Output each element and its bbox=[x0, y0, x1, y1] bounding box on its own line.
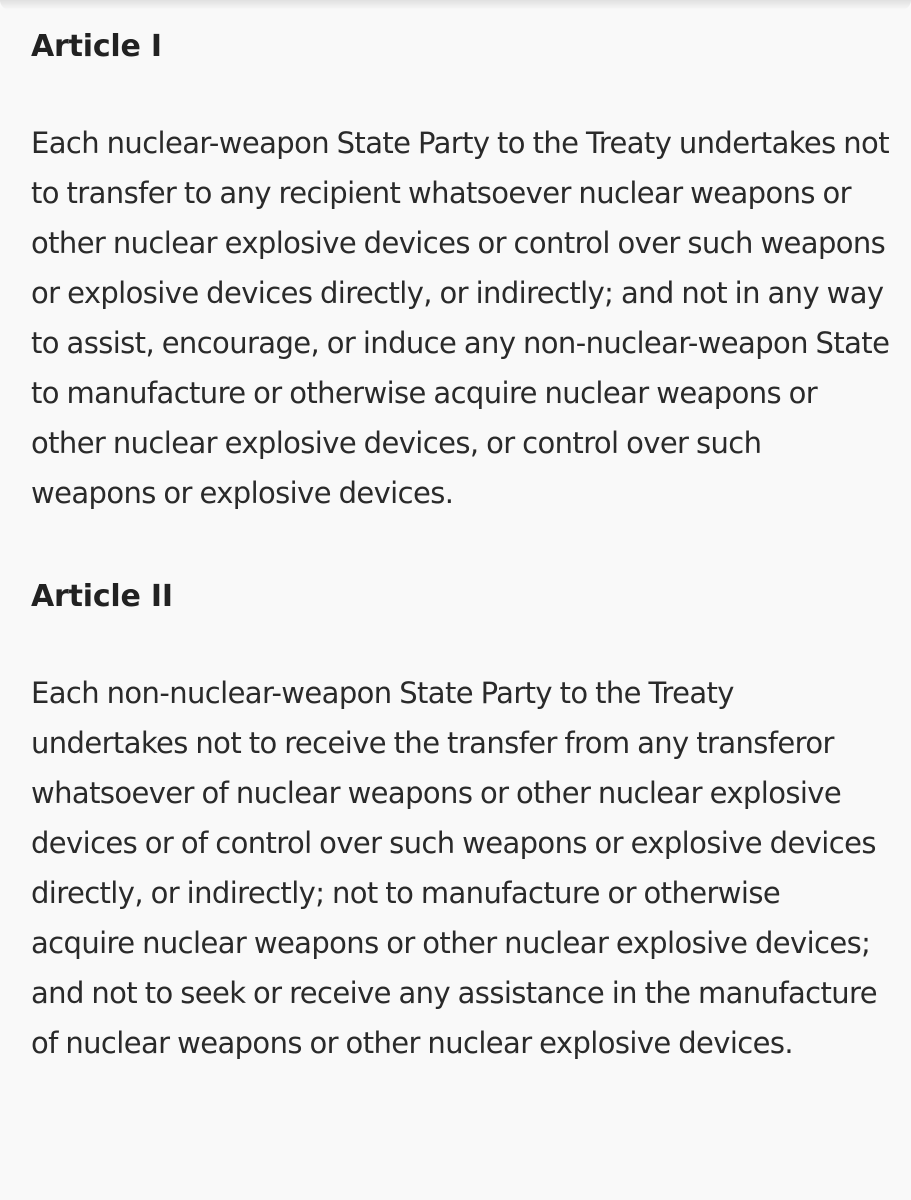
article-2 bbox=[31, 568, 891, 1068]
article-1-body: Each nuclear-weapon State Party to the Treaty undertakes not to transfer to any recipient whatsoever nuclear weapons or other nuclear explosive devices or control over such weapons or explosive devices directly, or indirectly; and not in any way to assist, encourage, or induce any non-nuclear-weapon State to manufacture or otherwise acquire nuclear weapons or other nuclear explosive devices, or control over such weapons or explosive devices. bbox=[31, 126, 890, 510]
article-2-heading: Article II bbox=[31, 579, 173, 614]
article-1-heading: Article I bbox=[31, 29, 162, 64]
document-content bbox=[31, 18, 891, 1068]
article-2-body: Each non-nuclear-weapon State Party to the Treaty undertakes not to receive the transfer from any transferor whatsoever of nuclear weapons or other nuclear explosive devices or of control over such weapons or explosive devices directly, or indirectly; not to manufacture or otherwise acquire nuclear weapons or other nuclear explosive devices; and not to seek or receive any assistance in the manufacture of nuclear weapons or other nuclear explosive devices. bbox=[31, 676, 877, 1060]
article-1 bbox=[31, 18, 891, 518]
top-bar-shadow bbox=[0, 0, 911, 10]
